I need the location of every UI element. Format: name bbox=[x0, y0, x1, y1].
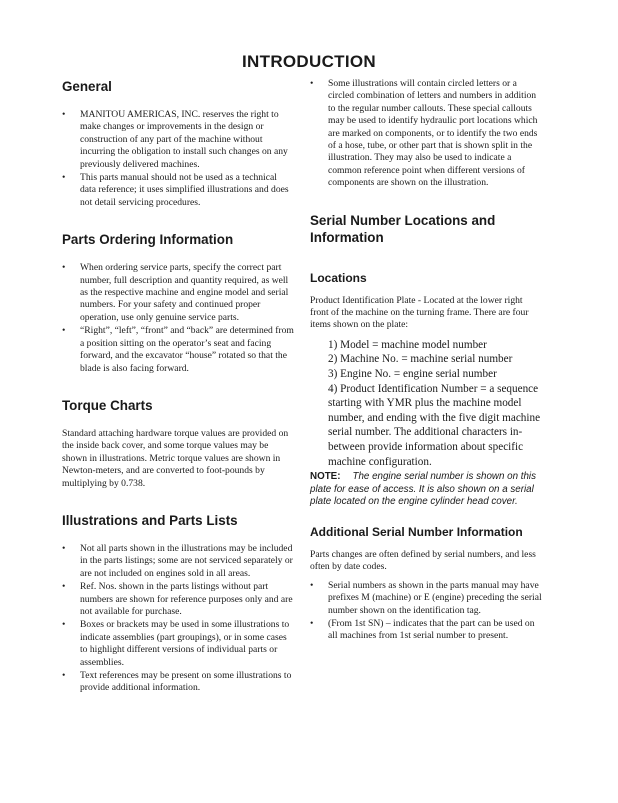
list-item: • Text references may be present on some illustrations to provide additional information. bbox=[62, 670, 294, 695]
list-item: • Some illustrations will contain circled letters or a circled combination of letters and numbers in addition to the regular number callouts. These special callouts may be used to identify hydraulic port locations which are marked on components, or to identify the two ends of a hose, tube, or other part that is shown split in the illustration. They may also be used to indicate a common reference point when different versions of components are shown on the illustration. bbox=[310, 78, 542, 190]
list-item: • Boxes or brackets may be used in some illustrations to indicate assemblies (part groupings), or in some cases to highlight different versions of individual parts or assemblies. bbox=[62, 619, 294, 669]
locations-text: Product Identification Plate - Located at the lower right front of the machine on the turning frame. There are four items shown on the plate: bbox=[310, 294, 529, 331]
note-label: NOTE: bbox=[310, 471, 341, 483]
list-item: • MANITOU AMERICAS, INC. reserves the right to make changes or improvements in the design or construction of any part of the machine without incurring the obligation to install such changes on any previously delivered machines. bbox=[62, 109, 294, 171]
list-item: • “Right”, “left”, “front” and “back” are determined from a position sitting on the operator’s seat and facing forward, and the excavator “house” rotated so that the blade is also facing forward. bbox=[62, 325, 294, 375]
list-item: • When ordering service parts, specify the correct part number, full description and quantity required, as well as the respective machine and engine model and serial numbers. For your safety and continued proper operation, use only genuine service parts. bbox=[62, 262, 294, 324]
locations-heading: Locations bbox=[310, 270, 367, 285]
list-item: • Not all parts shown in the illustrations may be included in the parts listings; some are not serviced separately or are not included on engines sold in all areas. bbox=[62, 543, 294, 580]
illustrations-heading: Illustrations and Parts Lists bbox=[62, 512, 238, 528]
illustrations-list bbox=[62, 543, 294, 695]
additional-serial-text: Parts changes are often defined by serial numbers, and less often by date codes. bbox=[310, 549, 536, 573]
plate-item: 2) Machine No. = machine serial number bbox=[328, 353, 513, 366]
general-heading: General bbox=[62, 79, 112, 94]
additional-serial-list bbox=[310, 580, 542, 643]
plate-item: 3) Engine No. = engine serial number bbox=[328, 368, 497, 381]
list-item: • Serial numbers as shown in the parts manual may have prefixes M (machine) or E (engine) preceding the serial number shown on the identification tag. bbox=[310, 580, 542, 617]
parts-ordering-list bbox=[62, 262, 294, 375]
plate-item: 4) Product Identification Number = a sequence starting with YMR plus the machine model number, and ending with the five digit machine serial number. The additional characters in-between provide information about specific machine configuration. bbox=[328, 382, 541, 468]
page-title: INTRODUCTION bbox=[242, 52, 376, 71]
right-column bbox=[310, 78, 542, 649]
plate-items-list bbox=[328, 338, 542, 469]
serial-number-heading: Serial Number Locations and Information bbox=[310, 212, 496, 245]
note-text: The engine serial number is shown on this plate for ease of access. It is also shown on a serial plate located on the engine cylinder head cover. bbox=[310, 471, 537, 508]
additional-serial-heading: Additional Serial Number Information bbox=[310, 525, 523, 539]
plate-item: 1) Model = machine model number bbox=[328, 338, 487, 351]
left-column bbox=[62, 78, 294, 701]
list-item: • Ref. Nos. shown in the parts listings without part numbers are shown for reference purposes only and are not available for purchase. bbox=[62, 581, 294, 618]
torque-charts-heading: Torque Charts bbox=[62, 397, 153, 413]
parts-ordering-heading: Parts Ordering Information bbox=[62, 232, 234, 248]
illustrations-list-continued bbox=[310, 78, 542, 190]
torque-charts-text: Standard attaching hardware torque values are provided on the inside back cover, and some torque values may be shown in illustrations. Metric torque values are shown in Newton-meters, and are converted to foot-pounds by multiplying by 0.738. bbox=[62, 427, 289, 489]
list-item: • (From 1st SN) – indicates that the part can be used on all machines from 1st serial number to present. bbox=[310, 618, 542, 643]
general-list bbox=[62, 109, 294, 209]
list-item: • This parts manual should not be used as a technical data reference; it uses simplified illustrations and does not detail servicing procedures. bbox=[62, 172, 294, 209]
note bbox=[310, 471, 542, 509]
